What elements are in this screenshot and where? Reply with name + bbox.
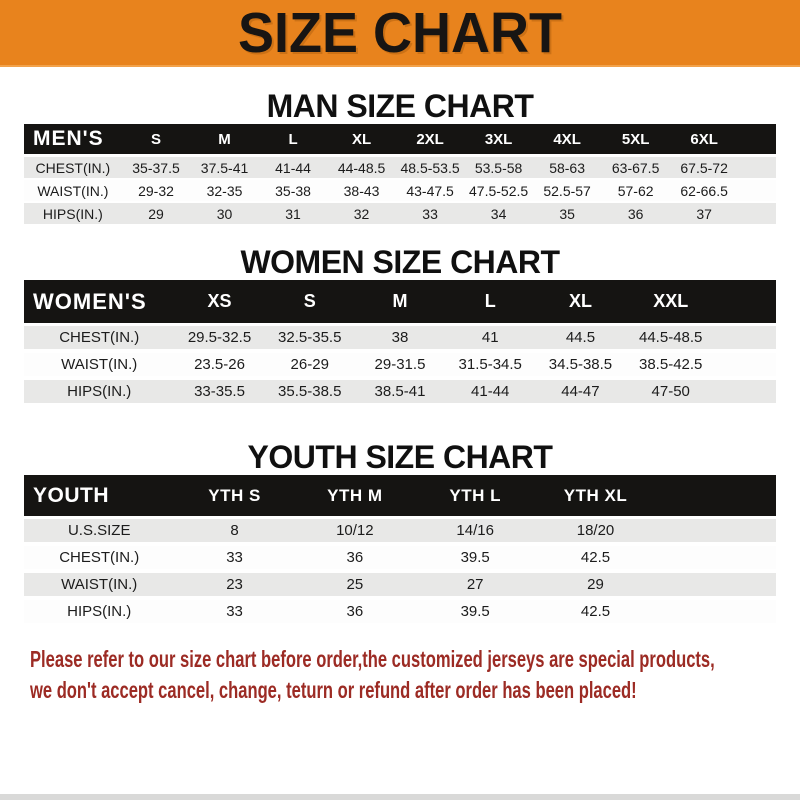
size-cell: 58-63 xyxy=(533,157,602,180)
row-spacer xyxy=(656,573,776,600)
women-column-header: M xyxy=(355,280,445,326)
size-cell: 35-38 xyxy=(259,180,328,203)
youth-column-header: YTH S xyxy=(174,475,294,519)
size-cell: 41 xyxy=(445,326,535,353)
disclaimer-line-2: we don't accept cancel, change, teturn or refund after order has been placed! xyxy=(30,677,637,703)
size-cell: 27 xyxy=(415,573,535,600)
size-cell: 34 xyxy=(464,203,533,226)
youth-row-label: HIPS(IN.) xyxy=(24,600,174,627)
men-column-header: 4XL xyxy=(533,124,602,157)
youth-corner-label: YOUTH xyxy=(24,475,174,519)
youth-header-spacer xyxy=(656,475,776,519)
row-spacer xyxy=(738,203,776,226)
youth-row-label: WAIST(IN.) xyxy=(24,573,174,600)
men-size-table xyxy=(24,124,776,226)
row-spacer xyxy=(656,546,776,573)
row-spacer xyxy=(656,600,776,627)
size-cell: 42.5 xyxy=(535,546,655,573)
size-cell: 42.5 xyxy=(535,600,655,627)
women-section-heading: WOMEN SIZE CHART xyxy=(240,244,560,280)
size-cell: 33 xyxy=(174,600,294,627)
size-cell: 34.5-38.5 xyxy=(535,353,625,380)
size-cell: 57-62 xyxy=(601,180,670,203)
men-column-header: M xyxy=(190,124,259,157)
size-cell: 30 xyxy=(190,203,259,226)
women-column-header: XL xyxy=(535,280,625,326)
size-cell: 29-32 xyxy=(122,180,191,203)
size-cell: 48.5-53.5 xyxy=(396,157,465,180)
youth-header-row xyxy=(24,475,776,519)
size-cell: 23.5-26 xyxy=(174,353,264,380)
size-cell: 39.5 xyxy=(415,600,535,627)
size-cell: 44.5 xyxy=(535,326,625,353)
size-cell: 18/20 xyxy=(535,519,655,546)
row-spacer xyxy=(716,380,776,407)
youth-row-label: CHEST(IN.) xyxy=(24,546,174,573)
men-column-header: S xyxy=(122,124,191,157)
disclaimer-line-1: Please refer to our size chart before order,the customized jerseys are special products, xyxy=(30,646,715,672)
disclaimer xyxy=(30,644,800,706)
size-cell: 26-29 xyxy=(265,353,355,380)
size-cell: 41-44 xyxy=(445,380,535,407)
men-table-row xyxy=(24,203,776,226)
banner-title: SIZE CHART xyxy=(238,1,562,65)
size-cell: 41-44 xyxy=(259,157,328,180)
size-cell: 38-43 xyxy=(327,180,396,203)
women-column-header: S xyxy=(265,280,355,326)
youth-column-header: YTH XL xyxy=(535,475,655,519)
size-chart-sections xyxy=(0,88,800,627)
men-table-row xyxy=(24,180,776,203)
women-size-table xyxy=(24,280,776,407)
row-spacer xyxy=(738,157,776,180)
size-cell: 44.5-48.5 xyxy=(626,326,716,353)
women-table-row xyxy=(24,353,776,380)
men-header-spacer xyxy=(738,124,776,157)
size-cell: 29 xyxy=(122,203,191,226)
size-cell: 35.5-38.5 xyxy=(265,380,355,407)
youth-row-label: U.S.SIZE xyxy=(24,519,174,546)
size-cell: 62-66.5 xyxy=(670,180,739,203)
size-cell: 37 xyxy=(670,203,739,226)
size-cell: 10/12 xyxy=(295,519,415,546)
youth-table-row xyxy=(24,546,776,573)
men-column-header: 6XL xyxy=(670,124,739,157)
row-spacer xyxy=(716,326,776,353)
size-cell: 37.5-41 xyxy=(190,157,259,180)
size-cell: 35-37.5 xyxy=(122,157,191,180)
women-table-row xyxy=(24,380,776,407)
size-cell: 53.5-58 xyxy=(464,157,533,180)
size-cell: 33 xyxy=(174,546,294,573)
women-column-header: XXL xyxy=(626,280,716,326)
men-column-header: 5XL xyxy=(601,124,670,157)
size-cell: 44-48.5 xyxy=(327,157,396,180)
women-corner-label: WOMEN'S xyxy=(24,280,174,326)
men-column-header: L xyxy=(259,124,328,157)
men-row-label: CHEST(IN.) xyxy=(24,157,122,180)
size-cell: 29.5-32.5 xyxy=(174,326,264,353)
youth-column-header: YTH M xyxy=(295,475,415,519)
size-cell: 38.5-41 xyxy=(355,380,445,407)
women-column-header: XS xyxy=(174,280,264,326)
size-cell: 31.5-34.5 xyxy=(445,353,535,380)
men-column-header: 3XL xyxy=(464,124,533,157)
size-cell: 39.5 xyxy=(415,546,535,573)
men-section-heading: MAN SIZE CHART xyxy=(266,88,534,124)
size-cell: 36 xyxy=(295,600,415,627)
size-cell: 32.5-35.5 xyxy=(265,326,355,353)
size-cell: 35 xyxy=(533,203,602,226)
women-row-label: CHEST(IN.) xyxy=(24,326,174,353)
men-column-header: XL xyxy=(327,124,396,157)
size-cell: 36 xyxy=(295,546,415,573)
youth-table-row xyxy=(24,573,776,600)
women-row-label: HIPS(IN.) xyxy=(24,380,174,407)
size-cell: 32 xyxy=(327,203,396,226)
size-cell: 38 xyxy=(355,326,445,353)
size-cell: 8 xyxy=(174,519,294,546)
men-row-label: WAIST(IN.) xyxy=(24,180,122,203)
row-spacer xyxy=(716,353,776,380)
youth-table-row xyxy=(24,519,776,546)
size-cell: 25 xyxy=(295,573,415,600)
men-table-row xyxy=(24,157,776,180)
women-header-spacer xyxy=(716,280,776,326)
youth-column-header: YTH L xyxy=(415,475,535,519)
men-row-label: HIPS(IN.) xyxy=(24,203,122,226)
men-header-row xyxy=(24,124,776,157)
size-cell: 14/16 xyxy=(415,519,535,546)
youth-section-heading: YOUTH SIZE CHART xyxy=(247,439,553,475)
men-column-header: 2XL xyxy=(396,124,465,157)
size-cell: 29 xyxy=(535,573,655,600)
size-cell: 33-35.5 xyxy=(174,380,264,407)
size-cell: 52.5-57 xyxy=(533,180,602,203)
size-cell: 44-47 xyxy=(535,380,625,407)
size-cell: 36 xyxy=(601,203,670,226)
size-chart-banner xyxy=(0,0,800,67)
men-corner-label: MEN'S xyxy=(24,124,122,157)
size-cell: 43-47.5 xyxy=(396,180,465,203)
size-cell: 32-35 xyxy=(190,180,259,203)
size-cell: 29-31.5 xyxy=(355,353,445,380)
size-cell: 23 xyxy=(174,573,294,600)
size-cell: 33 xyxy=(396,203,465,226)
women-table-row xyxy=(24,326,776,353)
row-spacer xyxy=(656,519,776,546)
size-cell: 31 xyxy=(259,203,328,226)
women-column-header: L xyxy=(445,280,535,326)
size-cell: 47-50 xyxy=(626,380,716,407)
size-cell: 67.5-72 xyxy=(670,157,739,180)
youth-table-row xyxy=(24,600,776,627)
youth-size-table xyxy=(24,475,776,627)
row-spacer xyxy=(738,180,776,203)
size-cell: 63-67.5 xyxy=(601,157,670,180)
women-row-label: WAIST(IN.) xyxy=(24,353,174,380)
women-header-row xyxy=(24,280,776,326)
size-cell: 47.5-52.5 xyxy=(464,180,533,203)
size-cell: 38.5-42.5 xyxy=(626,353,716,380)
bottom-strip xyxy=(0,794,800,800)
